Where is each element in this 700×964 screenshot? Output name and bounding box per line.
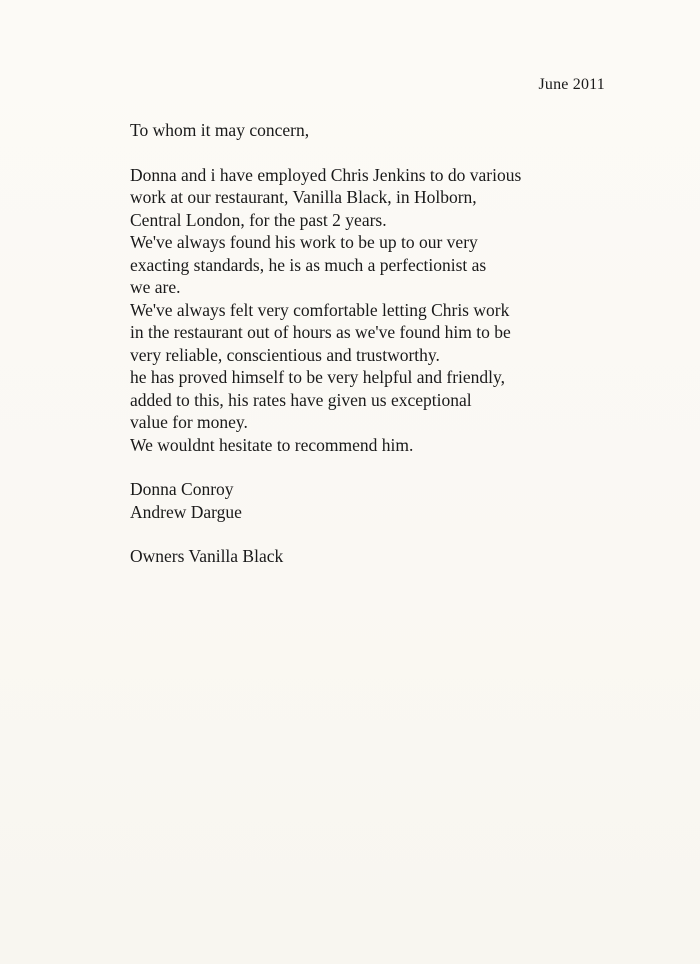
signatory-name: Donna Conroy xyxy=(130,479,234,499)
body-line: We've always found his work to be up to our very xyxy=(130,232,478,252)
body-line: Donna and i have employed Chris Jenkins to do various xyxy=(130,164,522,185)
body-line: in the restaurant out of hours as we've found him to be xyxy=(130,322,511,342)
body-line: we are. xyxy=(130,277,181,297)
body-line: very reliable, conscientious and trustworthy. xyxy=(130,344,440,365)
body-line: added to this, his rates have given us exceptional xyxy=(130,389,472,410)
paragraph-gap xyxy=(130,523,590,545)
body-line: Central London, for the past 2 years. xyxy=(130,209,387,230)
paragraph-gap xyxy=(130,456,590,478)
body-line: We've always felt very comfortable letting Chris work xyxy=(130,299,510,320)
paragraph-gap xyxy=(130,142,590,164)
closing-title: Owners Vanilla Black xyxy=(130,546,284,566)
body-line: he has proved himself to be very helpful and friendly, xyxy=(130,367,506,387)
body-line: exacting standards, he is as much a perfectionist as xyxy=(130,254,487,275)
letter-body xyxy=(130,119,590,568)
letter-date: June 2011 xyxy=(538,76,605,93)
body-line: We wouldnt hesitate to recommend him. xyxy=(130,434,414,455)
body-line: value for money. xyxy=(130,412,248,432)
signatory-name: Andrew Dargue xyxy=(130,501,242,522)
body-line: work at our restaurant, Vanilla Black, in Holborn, xyxy=(130,187,477,207)
salutation: To whom it may concern, xyxy=(130,120,310,140)
